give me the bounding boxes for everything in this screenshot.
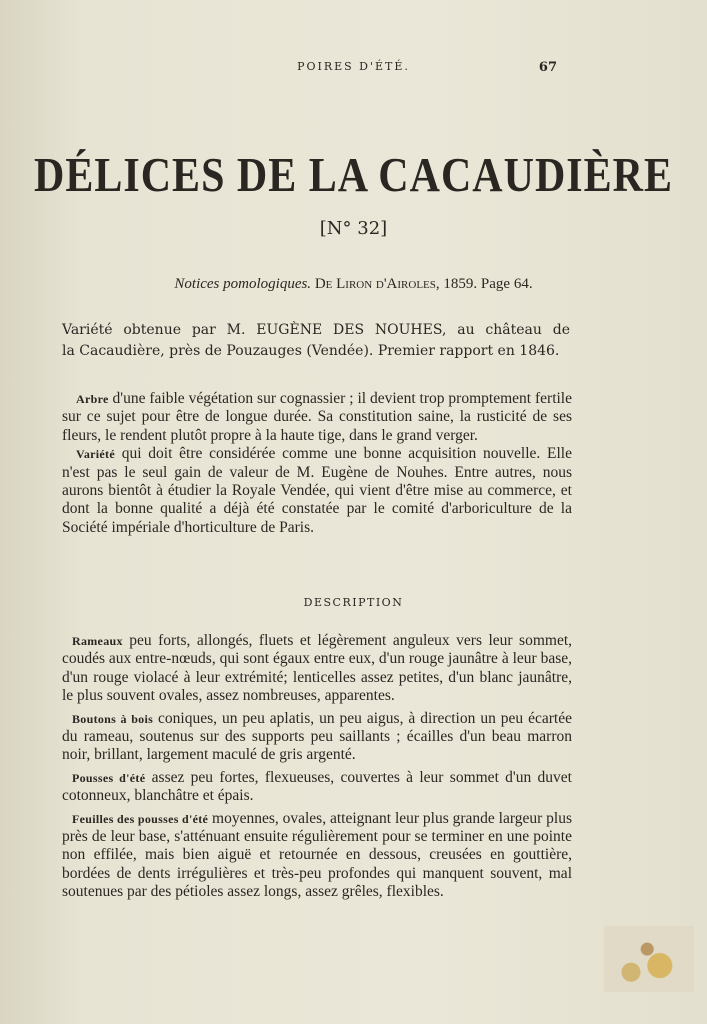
reference-work: Notices pomologiques. [174, 276, 312, 292]
paragraph-lead: Feuilles des pousses d'été [72, 811, 209, 826]
paragraph-text: assez peu fortes, flexueuses, couvertes à leur sommet d'un duvet cotonneux, blanchâtre et épais. [62, 768, 572, 805]
paragraph-lead: Pousses d'été [72, 770, 146, 785]
variety-number: [N° 32] [319, 218, 388, 239]
reference-details: , 1859. Page 64. [435, 276, 533, 292]
paragraph-text: moyennes, ovales, atteignant leur plus grande largeur plus près de leur base, s'atténuant ensuite régulièrement pour se terminer en une pointe non effilée, mais bien aiguë et retournée en dessous, creusées en gouttière, bordées de dents irrégulières et très-peu profondes qui manquent souvent, mal soutenues par des pétioles assez longs, assez grêles, flexibles. [62, 809, 573, 901]
intro-section [62, 390, 572, 537]
running-head: POIRES D'ÉTÉ. [297, 60, 410, 73]
paragraph-lead: Variété [76, 447, 115, 462]
paragraph-feuilles [62, 810, 572, 902]
origin-statement [62, 320, 570, 362]
paragraph-lead: Boutons à bois [72, 711, 154, 726]
paragraph-arbre [62, 390, 572, 445]
paragraph-lead: Arbre [76, 392, 109, 406]
bibliographic-reference [0, 276, 707, 293]
paragraph-text: qui doit être considérée comme une bonne acquisition nouvelle. Elle n'est pas le seul gain de valeur de M. Eugène de Nouhes. Entre autres, nous aurons bientôt à étudier la Royale Vendée, qui vient d'être mise au commerce, et dont la bonne qualité a déjà été constatée par le comité d'arboriculture de la Société impériale d'horticulture de Paris. [62, 445, 572, 536]
paragraph-rameaux [62, 632, 572, 706]
fruit-illustration-corner [604, 926, 694, 992]
paragraph-text: peu forts, allongés, fluets et légèrement anguleux vers leur sommet, coudés aux entre-nœuds, qui sont égaux entre eux, d'un rouge jaunâtre à leur base, d'un rouge violacé à leur extrémité; lenticelles assez petites, d'un blanc jaunâtre, le plus souvent ovales, assez nombreuses, apparentes. [62, 632, 572, 705]
origin-line-2: la Cacaudière, près de Pouzauges (Vendée). Premier rapport en 1846. [62, 343, 560, 359]
paragraph-lead: Rameaux [72, 634, 123, 648]
paragraph-variete [62, 445, 572, 537]
paragraph-boutons [62, 710, 572, 765]
paragraph-text: d'une faible végétation sur cognassier ; il devient trop promptement fertile sur ce sujet pour être de longue durée. Sa constitution saine, la rusticité de ses fleurs, le rendent plutôt propre à la haute tige, dans le grand verger. [62, 390, 572, 444]
paragraph-text: coniques, un peu aplatis, un peu aigus, à direction un peu écartée du rameau, soutenus sur des supports peu saillants ; écailles d'un beau marron noir, brillant, largement maculé de gris argenté. [62, 709, 572, 764]
origin-line-1: Variété obtenue par M. EUGÈNE DES NOUHES, au château de [62, 322, 570, 338]
description-section [62, 632, 572, 906]
page-title: DÉLICES DE LA CACAUDIÈRE [34, 149, 673, 203]
paragraph-pousses [62, 769, 572, 806]
section-heading: DESCRIPTION [303, 596, 404, 609]
page-number: 67 [538, 60, 557, 75]
reference-author: De Liron d'Airoles [314, 276, 436, 292]
